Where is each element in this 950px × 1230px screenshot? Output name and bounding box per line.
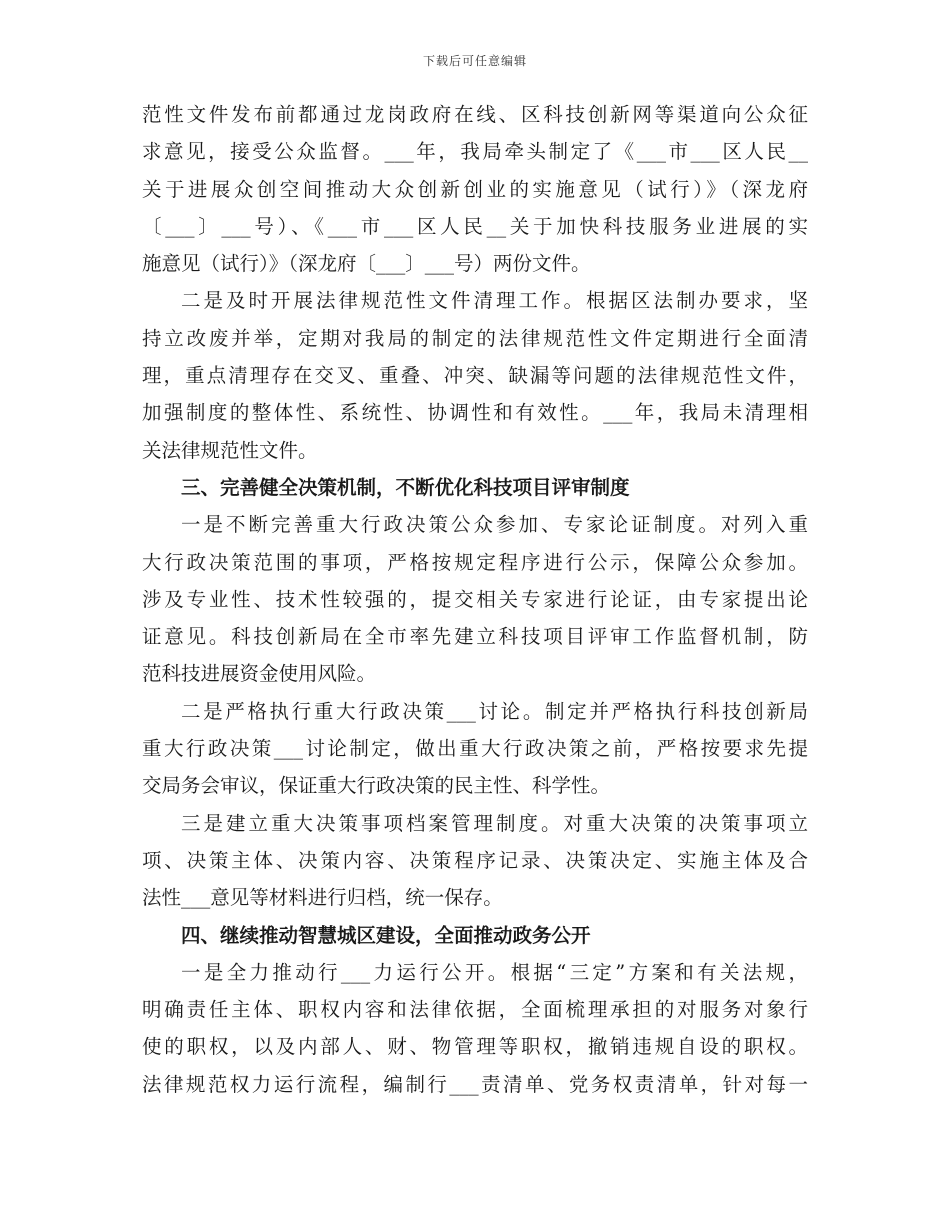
text-line: 施意见（试行）》（深龙府〔___〕___号）两份文件。	[142, 252, 591, 276]
section-heading: 三、完善健全决策机制，不断优化科技项目评审制度	[181, 475, 630, 499]
paragraph-start-line: 一是不断完善重大行政决策公众参加、专家论证制度。对列入重	[181, 513, 808, 537]
text-line: 涉及专业性、技术性较强的，提交相关专家进行论证，由专家提出论	[142, 587, 808, 611]
text-line: 持立改废并举，定期对我局的制定的法律规范性文件定期进行全面清	[142, 326, 808, 350]
text-line: 〔___〕___号）、《___市___区人民__关于加快科技服务业进展的实	[142, 214, 808, 238]
text-line: 加强制度的整体性、系统性、协调性和有效性。___年，我局未清理相	[142, 401, 808, 425]
paragraph-start-line: 一是全力推动行___力运行公开。根据“三定”方案和有关法规，	[181, 960, 808, 984]
document-body	[142, 96, 808, 1103]
paragraph-start-line: 三是建立重大决策事项档案管理制度。对重大决策的决策事项立	[181, 811, 808, 835]
text-line: 明确责任主体、职权内容和法律依据，全面梳理承担的对服务对象行	[142, 998, 808, 1022]
text-line: 求意见，接受公众监督。___年，我局牵头制定了《___市___区人民__	[142, 140, 808, 164]
text-line: 大行政决策范围的事项，严格按规定程序进行公示，保障公众参加。	[142, 550, 808, 574]
text-line: 交局务会审议，保证重大行政决策的民主性、科学性。	[142, 774, 611, 798]
text-line: 项、决策主体、决策内容、决策程序记录、决策决定、实施主体及合	[142, 848, 808, 872]
page-header-note: 下载后可任意编辑	[422, 54, 527, 68]
text-line: 范性文件发布前都通过龙岗政府在线、区科技创新网等渠道向公众征	[142, 103, 808, 126]
text-line: 法性___意见等材料进行归档，统一保存。	[142, 886, 503, 910]
text-line: 关于进展众创空间推动大众创新创业的实施意见（试行）》（深龙府	[142, 177, 808, 201]
text-line: 使的职权，以及内部人、财、物管理等职权，撤销违规自设的职权。	[142, 1035, 808, 1059]
text-line: 证意见。科技创新局在全市率先建立科技项目评审工作监督机制，防	[142, 625, 808, 649]
text-line: 关法律规范性文件。	[142, 438, 318, 462]
text-line: 范科技进展资金使用风险。	[142, 662, 377, 686]
text-line: 法律规范权力运行流程，编制行___责清单、党务权责清单，针对每一	[142, 1072, 808, 1096]
paragraph-start-line: 二是严格执行重大行政决策___讨论。制定并严格执行科技创新局	[181, 699, 808, 723]
text-line: 重大行政决策___讨论制定，做出重大行政决策之前，严格按要求先提	[142, 737, 808, 761]
paragraph-start-line: 二是及时开展法律规范性文件清理工作。根据区法制办要求，坚	[181, 289, 808, 313]
text-line: 理，重点清理存在交叉、重叠、冲突、缺漏等问题的法律规范性文件，	[142, 364, 808, 388]
section-heading: 四、继续推动智慧城区建设，全面推动政务公开	[181, 923, 591, 947]
